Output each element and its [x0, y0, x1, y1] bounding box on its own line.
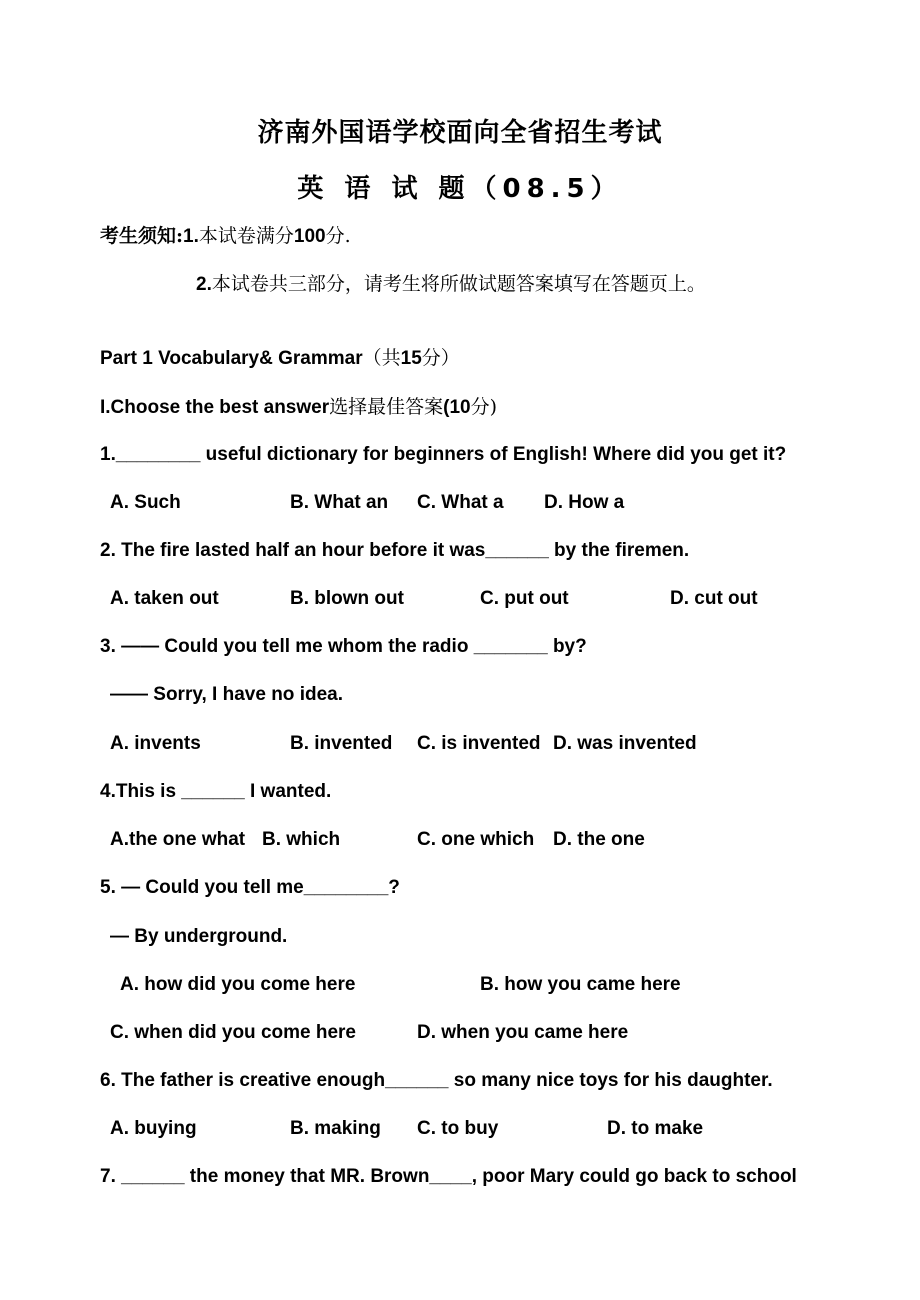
- part1-heading-score: 15: [400, 348, 422, 369]
- question-6-stem: 6. The father is creative enough______ so many nice toys for his daughter.: [100, 1070, 773, 1091]
- section1-heading-cn-end: 分): [470, 396, 498, 418]
- section1-heading-text: I.Choose the best answer: [100, 397, 330, 418]
- question-3-reply: —— Sorry, I have no idea.: [110, 684, 343, 705]
- question-2-option-a: A. taken out: [110, 588, 219, 609]
- question-3-option-d: D. was invented: [553, 733, 697, 754]
- part1-heading-text: Part 1 Vocabulary& Grammar: [100, 348, 363, 369]
- section1-heading-cn: 选择最佳答案: [329, 396, 444, 418]
- question-7-stem: 7. ______ the money that MR. Brown____, poor Mary could go back to school: [100, 1166, 797, 1187]
- question-3-option-a: A. invents: [110, 733, 201, 754]
- question-3-stem: 3. —— Could you tell me whom the radio _______ by?: [100, 636, 587, 657]
- question-4-option-a: A.the one what: [110, 829, 246, 850]
- question-4-option-d: D. the one: [553, 829, 645, 850]
- question-5-option-d: D. when you came here: [417, 1022, 629, 1043]
- question-1-option-b: B. What an: [290, 492, 389, 513]
- exam-subtitle: 英 语 试 题（08.5）: [297, 174, 623, 204]
- question-2-stem: 2. The fire lasted half an hour before it was______ by the firemen.: [100, 540, 690, 561]
- notice-item2-text: 本试卷共三部分，请考生将所做试题答案填写在答题页上。: [211, 273, 706, 295]
- question-5-option-c: C. when did you come here: [110, 1022, 356, 1043]
- question-5-option-b: B. how you came here: [480, 974, 681, 995]
- question-2-option-b: B. blown out: [290, 588, 404, 609]
- notice-item1-text: 本试卷满分: [198, 225, 294, 247]
- question-1-option-d: D. How a: [544, 492, 625, 513]
- question-4-stem: 4.This is ______ I wanted.: [100, 781, 332, 802]
- question-4-option-c: C. one which: [417, 829, 535, 850]
- section1-heading-score: (10: [443, 397, 471, 418]
- notice-item1-num: 1.: [183, 226, 199, 247]
- notice-label: 考生须知:: [100, 225, 184, 247]
- question-5-option-a: A. how did you come here: [120, 974, 356, 995]
- notice-item2-num: 2.: [196, 274, 212, 295]
- part1-heading: [100, 346, 460, 371]
- question-1-option-c: C. What a: [417, 492, 504, 513]
- part1-heading-cn: （共: [362, 347, 401, 369]
- question-5-reply: — By underground.: [110, 926, 288, 947]
- section1-heading: [100, 395, 497, 420]
- question-6-option-b: B. making: [290, 1118, 381, 1139]
- question-5-stem: 5. — Could you tell me________?: [100, 877, 400, 898]
- question-6-option-c: C. to buy: [417, 1118, 499, 1139]
- notice-line-1: [100, 224, 351, 249]
- question-3-option-c: C. is invented: [417, 733, 541, 754]
- question-4-option-b: B. which: [262, 829, 341, 850]
- question-2-option-c: C. put out: [480, 588, 569, 609]
- notice-line-2: [196, 272, 706, 297]
- question-6-option-a: A. buying: [110, 1118, 197, 1139]
- notice-item1-score: 100: [293, 226, 326, 247]
- question-1-option-a: A. Such: [110, 492, 181, 513]
- question-2-option-d: D. cut out: [670, 588, 758, 609]
- part1-heading-cn-end: 分）: [421, 347, 460, 369]
- exam-title: 济南外国语学校面向全省招生考试: [257, 118, 663, 148]
- question-1-stem: 1.________ useful dictionary for beginners of English! Where did you get it?: [100, 444, 787, 465]
- question-3-option-b: B. invented: [290, 733, 393, 754]
- notice-item1-end: 分.: [325, 225, 351, 247]
- question-6-option-d: D. to make: [607, 1118, 704, 1139]
